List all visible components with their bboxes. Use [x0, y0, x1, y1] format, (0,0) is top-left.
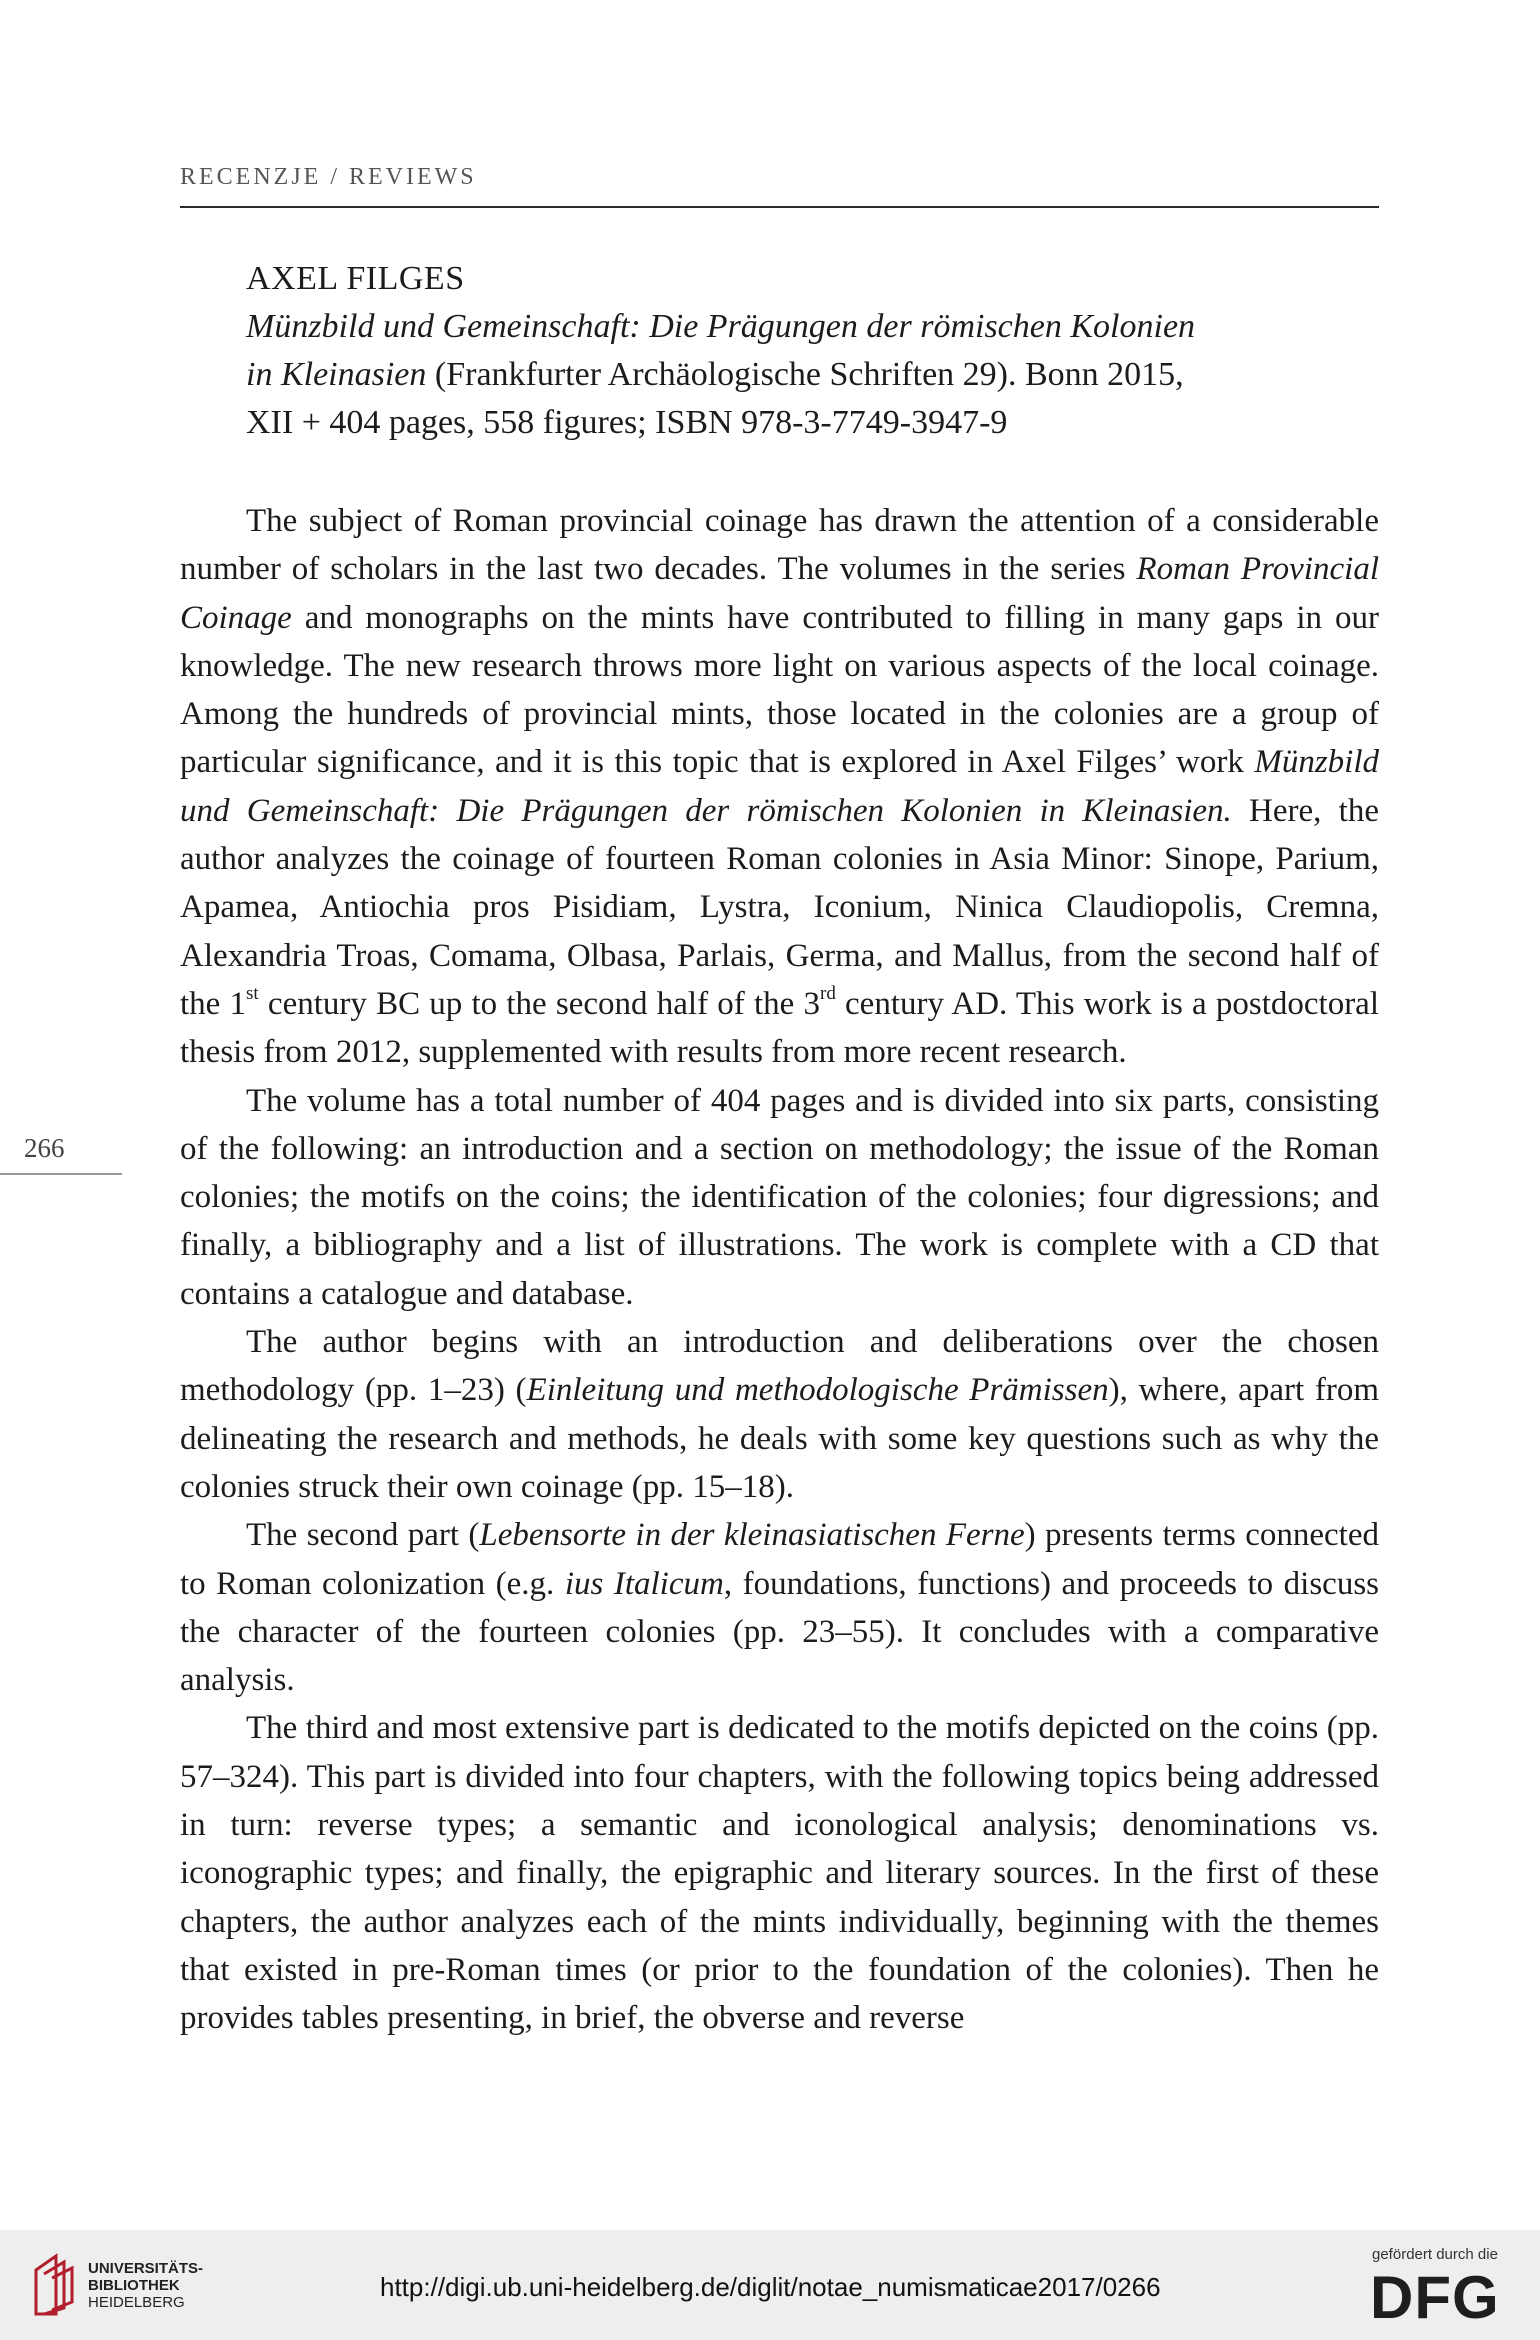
book-title-part-1: Münzbild und Gemeinschaft: Die Prägungen der römischen Kolonien: [246, 308, 1196, 345]
text: The volume has a total number of 404 pages and is divided into six parts, consisting of the following: an introduction and a section on methodology; the issue of the Roman colonies; the motifs on the coins; the identification of the colonies; four digressions; and finally, a bibliography and a list of illustrations. The work is complete with a CD that contains a catalogue and database.: [180, 1082, 1379, 1312]
reference-line-3: XII + 404 pages, 558 figures; ISBN 978-3-7749-3947-9: [246, 404, 1008, 441]
italic-text: Einleitung und methodologische Prämissen: [526, 1372, 1109, 1409]
review-body: [180, 497, 1379, 2043]
paragraph-1: [180, 497, 1379, 1077]
text: The third and most extensive part is dedicated to the motifs depicted on the coins (pp. 57–324). This part is divided into four chapters, with the following topics being addressed in turn: reverse types; a semantic and iconological analysis; denominations vs. iconographic types; and finally, the epigraphic and literary sources. In the first of these chapters, the author analyzes each of the mints individually, beginning with the themes that existed in pre-Roman times (or prior to the foundation of the colonies). Then he provides tables presenting, in brief, the obverse and reverse: [180, 1710, 1379, 2037]
superscript: st: [246, 982, 259, 1004]
paragraph-2: [180, 1077, 1379, 1318]
library-name: [88, 2260, 203, 2311]
footer-bar: [0, 2230, 1540, 2340]
text: The author begins with an introduction and deliberations over the chosen methodology (pp. 1–23) (: [180, 1324, 1379, 1409]
text: The second part (: [246, 1517, 480, 1554]
italic-text: Roman Provincial Coinage: [180, 551, 1379, 636]
text: , foundations, functions) and proceeds to discuss the character of the fourteen colonies (pp. 23–55). It concludes with a comparative analysis.: [180, 1565, 1380, 1699]
reference-line-1: [246, 303, 1379, 351]
library-logo-icon: [32, 2252, 82, 2318]
running-head: RECENZJE / REVIEWS: [180, 164, 477, 190]
dfg-logo: DFG: [1370, 2264, 1500, 2331]
text: ), where, apart from delineating the research and methods, he deals with some key questions such as why the colonies struck their own coinage (pp. 15–18).: [180, 1372, 1380, 1505]
page-number: 266: [24, 1133, 65, 1163]
funding-text: gefördert durch die: [1372, 2246, 1498, 2263]
dfg-funding-badge: [1370, 2246, 1526, 2334]
paragraph-5: [180, 1704, 1379, 2042]
superscript: rd: [820, 982, 836, 1004]
book-title-part-2: in Kleinasien: [246, 356, 427, 393]
library-name-line-3: HEIDELBERG: [88, 2294, 185, 2311]
header-rule: [180, 206, 1379, 208]
italic-text: ius Italicum: [564, 1565, 724, 1602]
text: century BC up to the second half of the 3: [258, 985, 820, 1022]
paragraph-3: [180, 1318, 1379, 1511]
library-name-line-2: BIBLIOTHEK: [88, 2277, 180, 2294]
text: ) presents terms connected to Roman colonization (e.g.: [180, 1517, 1379, 1602]
paragraph-4: [180, 1511, 1379, 1704]
italic-text: Lebensorte in der kleinasiatischen Ferne: [479, 1517, 1025, 1554]
library-name-line-1: UNIVERSITÄTS-: [88, 2260, 204, 2277]
page-number-rule: [0, 1173, 122, 1175]
permalink-url[interactable]: http://digi.ub.uni-heidelberg.de/diglit/notae_numismaticae2017/0266: [380, 2272, 1161, 2302]
reference-line-2: [246, 351, 1379, 399]
text: The subject of Roman provincial coinage has drawn the attention of a considerable number of scholars in the last two decades. The volumes in the series: [180, 503, 1379, 588]
text: and monographs on the mints have contributed to filling in many gaps in our knowledge. The new research throws more light on various aspects of the local coinage. Among the hundreds of provincial mints, those located in the colonies are a group of particular significance, and it is this topic that is explored in Axel Filges’ work: [180, 599, 1379, 781]
text: Here, the author analyzes the coinage of fourteen Roman colonies in Asia Minor: Sinope, Parium, Apamea, Antiochia pros Pisidiam, Lystra, Iconium, Ninica Claudiopolis, Cremna, Alexandria Troas, Comama, Olbasa, Parlais, Germa, and Mallus, from the second half of the 1: [180, 792, 1379, 1022]
text: century AD. This work is a postdoctoral thesis from 2012, supplemented with results from more recent research.: [180, 985, 1379, 1071]
reviewed-author: AXEL FILGES: [246, 260, 465, 297]
series-info: (Frankfurter Archäologische Schriften 29). Bonn 2015,: [426, 356, 1184, 393]
italic-text: Münzbild und Gemeinschaft: Die Prägungen der römischen Kolonien in Kleinasien.: [180, 744, 1379, 829]
book-reference: [246, 255, 1379, 447]
